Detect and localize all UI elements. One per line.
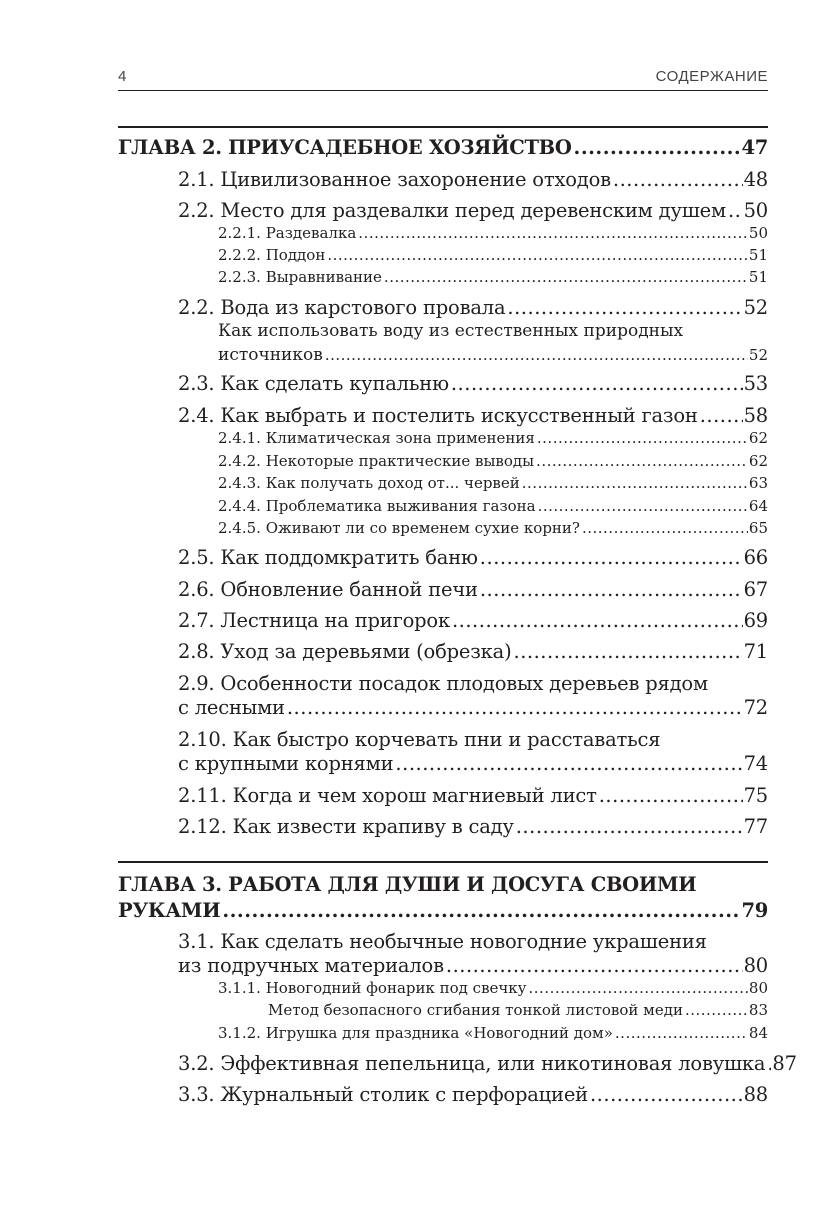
toc-subentry[interactable] <box>218 474 768 492</box>
toc-leader <box>222 899 740 922</box>
toc-entry-title-line2: из подручных материалов <box>178 954 444 977</box>
toc-subentry[interactable] <box>218 429 768 447</box>
toc-entry-title: 3.3. Журнальный столик с перфорацией <box>178 1083 588 1106</box>
toc-page-number: 52 <box>748 346 768 364</box>
toc-page-number: 47 <box>741 136 768 159</box>
toc-leader <box>615 1024 748 1042</box>
toc-entry[interactable] <box>178 1052 797 1075</box>
toc-page-number: 77 <box>743 815 768 838</box>
toc-chapter-3[interactable] <box>118 899 768 922</box>
toc-page-number: 83 <box>748 1001 768 1019</box>
header-rule <box>118 90 768 91</box>
toc-entry[interactable] <box>178 168 768 191</box>
toc-page-number: 79 <box>741 899 768 922</box>
toc-subentry[interactable] <box>218 345 768 365</box>
toc-leader <box>537 429 748 447</box>
toc-leader <box>358 224 748 242</box>
toc-leader <box>395 752 742 775</box>
toc-leader <box>451 372 743 395</box>
toc-page-number: 80 <box>743 954 768 977</box>
toc-page-number: 51 <box>748 246 768 264</box>
toc-leader <box>574 136 741 159</box>
toc-entry-title: 2.4.5. Оживают ли со временем сухие корни? <box>218 519 580 537</box>
toc-leader <box>480 578 743 601</box>
toc-entry-title: 2.3. Как сделать купальню <box>178 372 449 395</box>
toc-chapter-title-line2: РУКАМИ <box>118 899 221 922</box>
toc-entry-title: 3.1.1. Новогодний фонарик под свечку <box>218 979 527 997</box>
toc-leader <box>480 546 743 569</box>
toc-entry-title: 2.2. Вода из карстового провала <box>178 296 506 319</box>
toc-subentry[interactable] <box>218 268 768 286</box>
toc-page-number: 52 <box>743 296 768 319</box>
toc-leader <box>384 268 748 286</box>
toc-subentry[interactable] <box>218 1024 768 1042</box>
toc-page-number: 62 <box>748 429 768 447</box>
toc-entry[interactable] <box>178 609 768 632</box>
toc-chapter-2[interactable] <box>118 136 768 159</box>
toc-entry-title: 2.4.4. Проблематика выживания газона <box>218 497 536 515</box>
toc-subentry[interactable] <box>268 1001 768 1019</box>
toc-entry-title-line1: Как использовать воду из естественных природных <box>218 321 684 341</box>
toc-page-number: 65 <box>748 519 768 537</box>
toc-entry[interactable] <box>178 1083 768 1106</box>
toc-entry[interactable] <box>178 815 768 838</box>
toc-page-number: 64 <box>748 497 768 515</box>
toc-entry[interactable] <box>178 640 768 663</box>
toc-page-number: 48 <box>743 168 768 191</box>
toc-page-number: 84 <box>748 1024 768 1042</box>
toc-entry-title: 3.2. Эффективная пепельница, или никотиновая ловушка <box>178 1052 766 1075</box>
toc-entry-title: 3.1.2. Игрушка для праздника «Новогодний дом» <box>218 1024 613 1042</box>
toc-subentry[interactable] <box>218 452 768 470</box>
toc-page-number: 50 <box>748 224 768 242</box>
toc-entry-title: 2.4.1. Климатическая зона применения <box>218 429 535 447</box>
toc-page-number: 67 <box>743 578 768 601</box>
toc-page-number: 53 <box>743 372 768 395</box>
toc-entry[interactable] <box>178 546 768 569</box>
toc-page-number: 50 <box>743 199 768 222</box>
toc-leader <box>685 1001 748 1019</box>
running-title: СОДЕРЖАНИЕ <box>655 68 768 85</box>
toc-leader <box>728 199 743 222</box>
toc-entry-title-line2: с лесными <box>178 696 285 719</box>
toc-leader <box>590 1083 743 1106</box>
toc-entry-title: 2.8. Уход за деревьями (обрезка) <box>178 640 512 663</box>
toc-leader <box>613 168 743 191</box>
toc-entry-title: 2.2. Место для раздевалки перед деревенским душем <box>178 199 726 222</box>
page-number: 4 <box>118 68 127 85</box>
toc-entry-title: 2.1. Цивилизованное захоронение отходов <box>178 168 611 191</box>
toc-leader <box>582 519 748 537</box>
toc-leader <box>327 246 748 264</box>
toc-subentry[interactable] <box>218 224 768 242</box>
toc-entry[interactable] <box>178 372 768 395</box>
toc-page-number: 75 <box>743 784 768 807</box>
toc-entry-title-line1: 3.1. Как сделать необычные новогодние украшения <box>178 930 707 953</box>
toc-leader <box>446 954 743 977</box>
toc-entry-title: 2.11. Когда и чем хорош магниевый лист <box>178 784 597 807</box>
toc-entry[interactable] <box>178 954 768 977</box>
toc-subentry[interactable] <box>218 497 768 515</box>
toc-leader <box>522 474 748 492</box>
toc-entry-title: Метод безопасного сгибания тонкой листовой меди <box>268 1001 683 1019</box>
toc-entry-title: 2.2.1. Раздевалка <box>218 224 357 242</box>
toc-chapter-title: ГЛАВА 2. ПРИУСАДЕБНОЕ ХОЗЯЙСТВО <box>118 136 572 159</box>
toc-entry[interactable] <box>178 752 768 775</box>
toc-leader <box>538 497 748 515</box>
toc-page-number: 74 <box>743 752 768 775</box>
toc-entry[interactable] <box>178 578 768 601</box>
toc-entry-title-line2: с крупными корнями <box>178 752 394 775</box>
toc-page-number: 62 <box>748 452 768 470</box>
toc-leader <box>514 640 743 663</box>
toc-leader <box>700 404 743 427</box>
toc-leader <box>325 346 748 364</box>
toc-page-number: 69 <box>743 609 768 632</box>
toc-entry-title-line1: 2.9. Особенности посадок плодовых деревьев рядом <box>178 672 708 695</box>
toc-page-number: 63 <box>748 474 768 492</box>
toc-page-number: 58 <box>743 404 768 427</box>
toc-subentry[interactable] <box>218 979 768 997</box>
toc-page-number: 87 <box>772 1052 797 1075</box>
toc-entry-title: 2.2.3. Выравнивание <box>218 268 382 286</box>
toc-entry-title: 2.7. Лестница на пригорок <box>178 609 450 632</box>
toc-page-number: 72 <box>743 696 768 719</box>
toc-page-number: 51 <box>748 268 768 286</box>
chapter-2-top-rule <box>118 126 768 128</box>
toc-page-number: 80 <box>748 979 768 997</box>
toc-chapter-3-title-line1: ГЛАВА 3. РАБОТА ДЛЯ ДУШИ И ДОСУГА СВОИМИ <box>118 873 697 896</box>
toc-page-number: 71 <box>743 640 768 663</box>
toc-entry-title: 2.5. Как поддомкратить баню <box>178 546 478 569</box>
toc-leader <box>529 979 748 997</box>
toc-entry[interactable] <box>178 696 768 719</box>
toc-leader <box>287 696 743 719</box>
toc-entry[interactable] <box>178 296 768 319</box>
toc-entry-title: 2.4.2. Некоторые практические выводы <box>218 452 535 470</box>
toc-subentry[interactable] <box>218 519 768 537</box>
toc-leader <box>516 815 743 838</box>
toc-leader <box>452 609 743 632</box>
toc-leader <box>507 296 742 319</box>
toc-leader <box>599 784 743 807</box>
toc-entry-title: 2.4.3. Как получать доход от... червей <box>218 474 520 492</box>
toc-entry[interactable] <box>178 404 768 427</box>
toc-page-number: 66 <box>743 546 768 569</box>
toc-page-number: 88 <box>743 1083 768 1106</box>
toc-subentry[interactable] <box>218 246 768 264</box>
toc-entry-title: 2.6. Обновление банной печи <box>178 578 478 601</box>
toc-entry-title: 2.4. Как выбрать и постелить искусственный газон <box>178 404 698 427</box>
toc-leader <box>536 452 748 470</box>
toc-entry[interactable] <box>178 784 768 807</box>
toc-entry-title: 2.2.2. Поддон <box>218 246 326 264</box>
toc-entry-title-line2: источников <box>218 345 323 365</box>
toc-entry-title: 2.12. Как извести крапиву в саду <box>178 815 514 838</box>
chapter-3-top-rule <box>118 861 768 863</box>
toc-entry[interactable] <box>178 199 768 222</box>
toc-entry-title-line1: 2.10. Как быстро корчевать пни и расставаться <box>178 728 661 751</box>
